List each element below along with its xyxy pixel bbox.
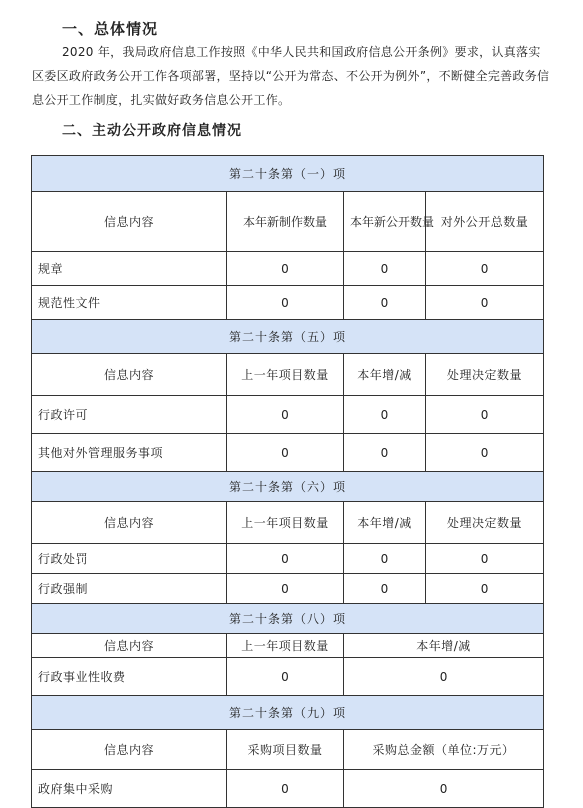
column-header: 上一年项目数量 (227, 634, 344, 658)
column-header: 本年新制作数量 (227, 192, 344, 252)
row-label: 行政强制 (32, 574, 227, 604)
cell-value: 0 (344, 770, 544, 808)
column-header: 处理决定数量 (426, 502, 544, 544)
row-label: 行政事业性收费 (32, 658, 227, 696)
table-row (32, 434, 544, 472)
cell-value: 0 (227, 770, 344, 808)
cell-value: 0 (227, 252, 344, 286)
table-row (32, 574, 544, 604)
section-title-1: 第二十条第（一）项 (32, 156, 544, 192)
section-title-9: 第二十条第（九）项 (32, 696, 544, 730)
column-header: 上一年项目数量 (227, 354, 344, 396)
column-header: 信息内容 (32, 192, 227, 252)
column-header: 本年增/减 (344, 634, 544, 658)
table-row (32, 770, 544, 808)
row-label: 其他对外管理服务事项 (32, 434, 227, 472)
cell-value: 0 (426, 286, 544, 320)
column-header: 采购项目数量 (227, 730, 344, 770)
table-row (32, 396, 544, 434)
cell-value: 0 (344, 434, 426, 472)
table-row (32, 658, 544, 696)
cell-value: 0 (426, 396, 544, 434)
column-header: 采购总金额（单位:万元） (344, 730, 544, 770)
cell-value: 0 (227, 396, 344, 434)
column-header: 处理决定数量 (426, 354, 544, 396)
row-label: 规章 (32, 252, 227, 286)
row-label: 规范性文件 (32, 286, 227, 320)
column-header: 本年增/减 (344, 354, 426, 396)
row-label: 政府集中采购 (32, 770, 227, 808)
overview-text: 2020 年，我局政府信息工作按照《中华人民共和国政府信息公开条例》要求，认真落实区委区政府政务公开工作各项部署，坚持以“公开为常态、不公开为例外”，不断健全完善政务信息公开工作制度，扎实做好政务信息公开工作。 (32, 45, 550, 107)
section-title-6: 第二十条第（六）项 (32, 472, 544, 502)
row-label: 行政处罚 (32, 544, 227, 574)
column-header: 信息内容 (32, 502, 227, 544)
section-heading-overview: 一、总体情况 (62, 20, 159, 38)
cell-value: 0 (344, 658, 544, 696)
overview-paragraph (32, 40, 552, 112)
cell-value: 0 (227, 574, 344, 604)
column-header: 本年增/减 (344, 502, 426, 544)
table-row (32, 252, 544, 286)
cell-value: 0 (227, 658, 344, 696)
column-header: 上一年项目数量 (227, 502, 344, 544)
cell-value: 0 (227, 434, 344, 472)
column-header: 信息内容 (32, 730, 227, 770)
section-title-8: 第二十条第（八）项 (32, 604, 544, 634)
section-title-5: 第二十条第（五）项 (32, 320, 544, 354)
cell-value: 0 (344, 574, 426, 604)
cell-value: 0 (426, 574, 544, 604)
column-header: 对外公开总数量 (426, 192, 544, 252)
column-header: 本年新公开数量 (344, 192, 426, 252)
cell-value: 0 (426, 434, 544, 472)
cell-value: 0 (227, 544, 344, 574)
column-header: 信息内容 (32, 354, 227, 396)
disclosure-table (31, 155, 544, 808)
cell-value: 0 (426, 252, 544, 286)
cell-value: 0 (344, 544, 426, 574)
cell-value: 0 (426, 544, 544, 574)
cell-value: 0 (344, 286, 426, 320)
table-row (32, 544, 544, 574)
row-label: 行政许可 (32, 396, 227, 434)
column-header: 信息内容 (32, 634, 227, 658)
table-row (32, 286, 544, 320)
cell-value: 0 (227, 286, 344, 320)
cell-value: 0 (344, 396, 426, 434)
cell-value: 0 (344, 252, 426, 286)
section-heading-proactive: 二、主动公开政府信息情况 (62, 123, 242, 139)
